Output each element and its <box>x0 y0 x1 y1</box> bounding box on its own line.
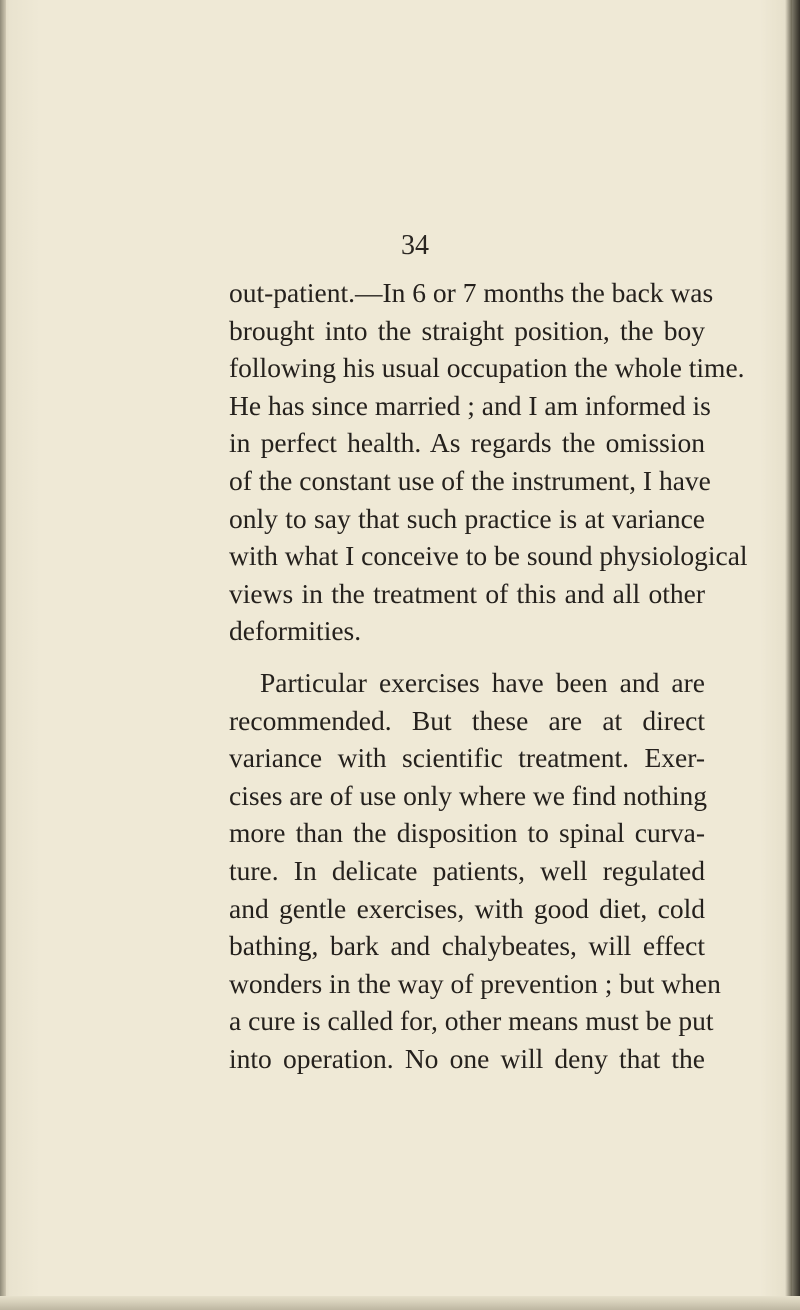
paragraph-1 <box>229 274 748 650</box>
text-line: variance with scientific treatment. Exer- <box>229 742 705 774</box>
text-line: Particular exercises have been and are <box>260 667 705 698</box>
page-number: 34 <box>401 230 429 261</box>
text-line: more than the disposition to spinal curva- <box>229 817 705 849</box>
text-line: out-patient.—In 6 or 7 months the back was <box>229 277 714 308</box>
text-line: He has since married ; and I am informed is <box>229 389 711 421</box>
page-bottom-edge <box>0 1296 800 1310</box>
text-line: with what I conceive to be sound physiological <box>229 540 748 572</box>
text-line: ture. In delicate patients, well regulated <box>229 854 705 886</box>
page-left-edge <box>0 0 6 1310</box>
paragraph-2 <box>229 664 721 1078</box>
page-right-edge <box>792 0 800 1310</box>
text-line: only to say that such practice is at variance <box>229 502 705 534</box>
text-line: recommended. But these are at direct <box>229 704 705 736</box>
text-line: bathing, bark and chalybeates, will effect <box>229 930 705 962</box>
text-line: following his usual occupation the whole time. <box>229 352 745 384</box>
text-line: brought into the straight position, the boy <box>229 314 705 346</box>
text-line: views in the treatment of this and all other <box>229 577 705 609</box>
text-line: a cure is called for, other means must be put <box>229 1005 714 1037</box>
text-line: and gentle exercises, with good diet, cold <box>229 892 705 924</box>
text-line: in perfect health. As regards the omission <box>229 427 705 459</box>
text-line: deformities. <box>229 615 362 647</box>
text-line: into operation. No one will deny that the <box>229 1042 705 1074</box>
text-line: wonders in the way of prevention ; but when <box>229 967 721 999</box>
text-line: of the constant use of the instrument, I have <box>229 464 711 496</box>
text-line: cises are of use only where we find nothing <box>229 779 708 811</box>
